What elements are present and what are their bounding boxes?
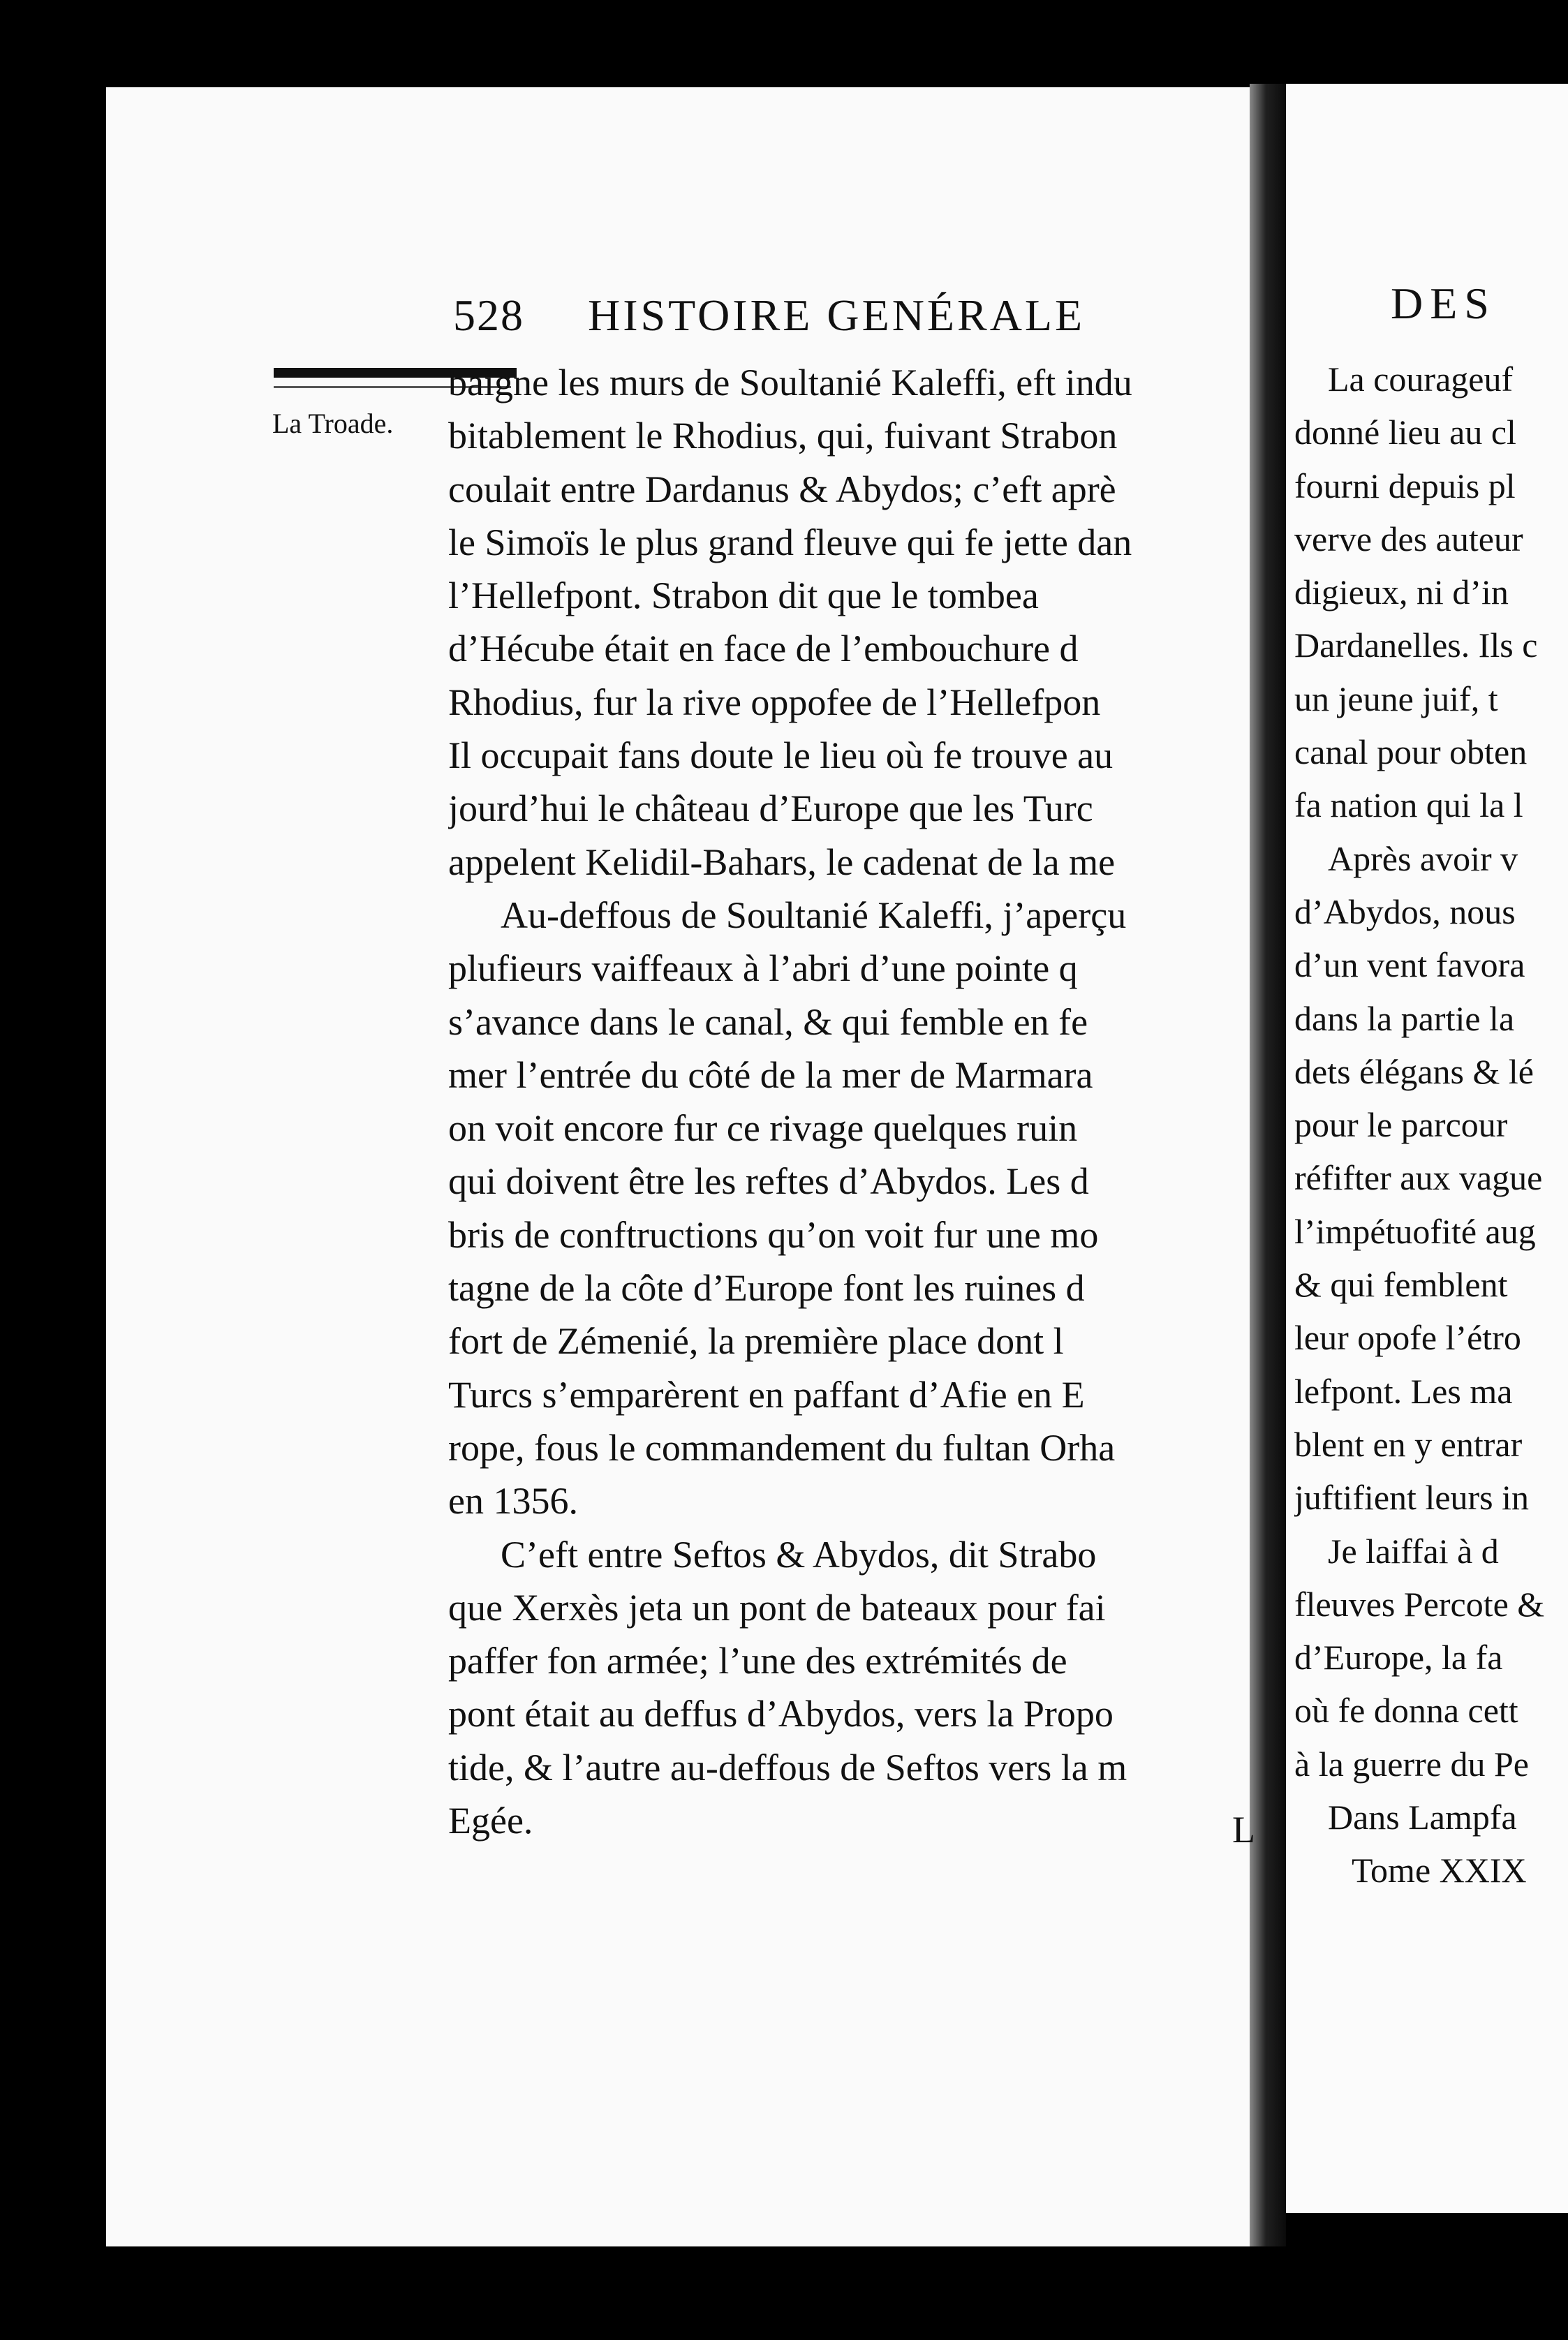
right-text-line: Dardanelles. Ils c <box>1294 625 1538 665</box>
text-line: tide, & l’autre au-deffous de Seftos vers la m <box>448 1746 1127 1789</box>
text-line: d’Hécube était en face de l’embouchure d <box>448 628 1079 670</box>
right-text-line: juftifient leurs in <box>1294 1478 1530 1518</box>
text-line: s’avance dans le canal, & qui femble en fe <box>448 1000 1088 1043</box>
right-text-line: verve des auteur <box>1294 519 1523 558</box>
text-line: qui doivent être les reftes d’Abydos. Les d <box>448 1160 1089 1203</box>
right-text-line: leur opofe l’étro <box>1294 1318 1521 1358</box>
right-text-line: Après avoir v <box>1328 838 1518 878</box>
right-text-line: lefpont. Les ma <box>1294 1371 1513 1411</box>
text-line: fort de Zémenié, la première place dont l <box>448 1320 1064 1363</box>
right-body-text <box>1294 353 1568 1897</box>
right-text-line: où fe donna cett <box>1294 1691 1518 1731</box>
book-gutter <box>1250 84 1286 2246</box>
text-line: Il occupait fans doute le lieu où fe trouve au <box>448 734 1114 777</box>
right-text-line: fleuves Percote & <box>1294 1584 1545 1624</box>
text-line: tagne de la côte d’Europe font les ruines d <box>448 1267 1085 1310</box>
text-line: C’eft entre Seftos & Abydos, dit Strabo <box>501 1533 1097 1576</box>
right-page <box>1286 84 1568 2213</box>
right-text-line: Je laiffai à d <box>1328 1531 1499 1571</box>
right-text-line: à la guerre du Pe <box>1294 1744 1529 1784</box>
page-header <box>106 290 1258 356</box>
text-line: Rhodius, fur la rive oppofee de l’Hellefpon <box>448 681 1101 723</box>
text-line: rope, fous le commandement du fultan Orha <box>448 1426 1116 1469</box>
text-line: jourd’hui le château d’Europe que les Turc <box>448 787 1093 830</box>
right-text-line: l’impétuofité aug <box>1294 1211 1536 1251</box>
right-text-line: canal pour obten <box>1294 732 1528 772</box>
right-text-line: blent en y entrar <box>1294 1424 1523 1464</box>
text-line: Au-deffous de Soultanié Kaleffi, j’aperçu <box>501 894 1127 936</box>
right-text-line: digieux, ni d’in <box>1294 572 1509 612</box>
text-line: baigne les murs de Soultanié Kaleffi, eft indu <box>448 362 1132 403</box>
text-line: mer l’entrée du côté de la mer de Marmara <box>448 1053 1093 1096</box>
running-title: HISTOIRE GENÉRALE <box>588 290 1086 340</box>
page-number: 528 <box>453 290 524 340</box>
right-text-line: réfifter aux vague <box>1294 1158 1543 1198</box>
text-line: en 1356. <box>448 1480 578 1523</box>
text-line: on voit encore fur ce rivage quelques ruin <box>448 1107 1078 1150</box>
text-line: l’Hellefpont. Strabon dit que le tombea <box>448 575 1039 617</box>
text-line: bris de conftructions qu’on voit fur une mo <box>448 1213 1099 1256</box>
text-line: Turcs s’emparèrent en paffant d’Afie en E <box>448 1373 1085 1416</box>
left-page <box>106 87 1258 2246</box>
right-text-line: d’Abydos, nous <box>1294 891 1516 931</box>
text-line: plufieurs vaiffeaux à l’abri d’une pointe q <box>448 947 1078 990</box>
text-line: paffer fon armée; l’une des extrémités de <box>448 1640 1067 1682</box>
text-line: Egée. <box>448 1800 533 1842</box>
right-text-line: fourni depuis pl <box>1294 466 1516 505</box>
text-line: bitablement le Rhodius, qui, fuivant Strabon <box>448 415 1118 457</box>
right-text-line: & qui femblent <box>1294 1265 1508 1305</box>
text-line: le Simoïs le plus grand fleuve qui fe jette dan <box>448 521 1132 563</box>
body-text <box>448 356 1258 1847</box>
right-text-line: Tome XXIX <box>1352 1851 1527 1890</box>
right-text-line: donné lieu au cl <box>1294 413 1516 452</box>
catchword: L <box>1232 1809 1255 1851</box>
text-line: coulait entre Dardanus & Abydos; c’eft aprè <box>448 468 1116 510</box>
right-text-line: Dans Lampfa <box>1328 1798 1517 1837</box>
text-line: que Xerxès jeta un pont de bateaux pour fai <box>448 1586 1106 1629</box>
right-text-line: La courageuf <box>1328 360 1514 399</box>
right-text-line: dans la partie la <box>1294 998 1515 1038</box>
right-text-line: dets élégans & lé <box>1294 1051 1534 1091</box>
right-text-line: un jeune juif, t <box>1294 679 1498 718</box>
right-text-line: pour le parcour <box>1294 1105 1508 1145</box>
text-line: appelent Kelidil-Bahars, le cadenat de la me <box>448 841 1116 883</box>
right-text-line: d’Europe, la fa <box>1294 1638 1503 1678</box>
text-line: pont était au deffus d’Abydos, vers la Propo <box>448 1693 1114 1735</box>
right-text-line: fa nation qui la l <box>1294 785 1523 825</box>
marginal-note: La Troade. <box>272 408 394 439</box>
right-text-line: d’un vent favora <box>1294 945 1525 985</box>
right-running-title: DES <box>1391 279 1496 328</box>
